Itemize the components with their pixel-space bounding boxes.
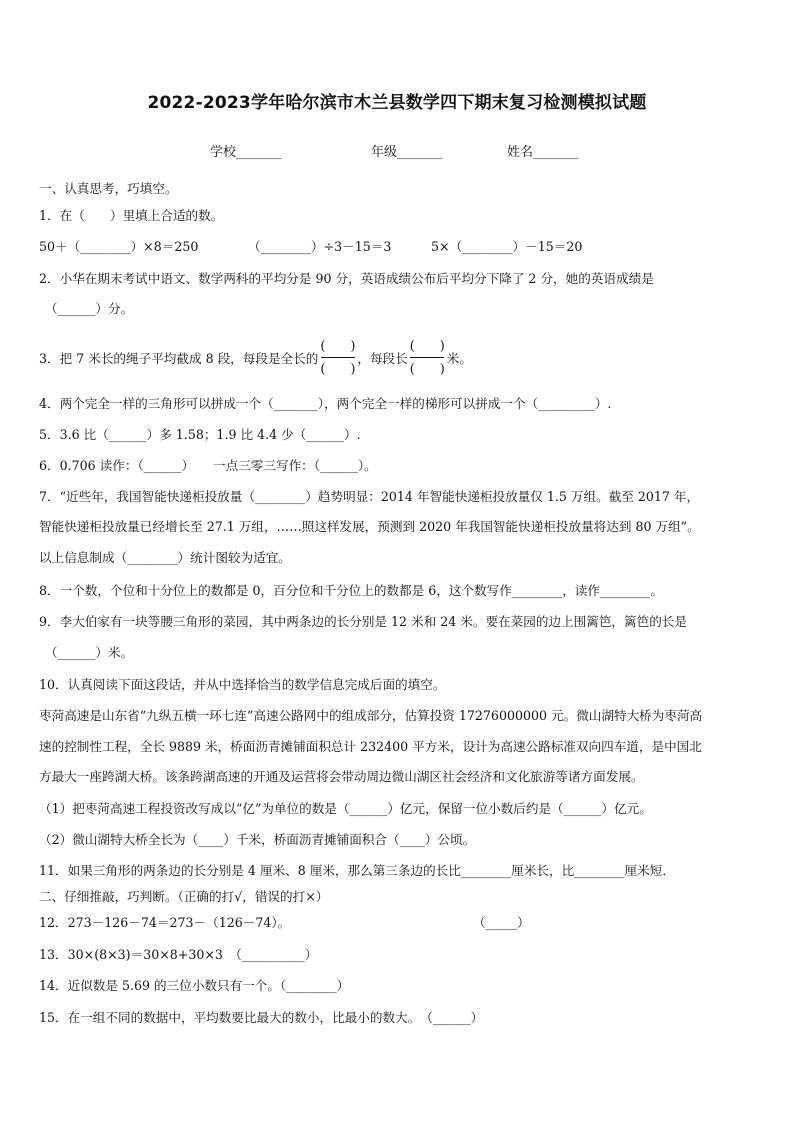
question-3-text-post: 米。 bbox=[446, 350, 472, 366]
question-11: 11．如果三角形的两条边的长分别是 4 厘米、8 厘米，那么第三条边的长比________厘米长，比________厘米短． bbox=[39, 863, 675, 878]
question-10-passage-line3: 方最大一座跨湖大桥。该条跨湖高速的开通及运营将会带动周边微山湖区社会经济和文化旅游等诸方面发展。 bbox=[39, 769, 644, 784]
fraction-blank-1 bbox=[320, 337, 355, 378]
question-9-line2: （______）米。 bbox=[45, 645, 134, 660]
question-10: 10．认真阅读下面这段话，并从中选择恰当的数学信息完成后面的填空。 bbox=[39, 677, 446, 692]
question-4: 4．两个完全一样的三角形可以拼成一个（_______），两个完全一样的梯形可以拼成一个（_________）. bbox=[39, 396, 612, 411]
question-8: 8．一个数，个位和十分位上的数都是 0，百分位和千分位上的数都是 6，这个数写作________，读作________。 bbox=[39, 583, 663, 598]
question-9-line1: 9．李大伯家有一块等腰三角形的菜园，其中两条边的长分别是 12 米和 24 米。要在菜园的边上围篱笆，篱笆的长是 bbox=[39, 614, 687, 629]
question-2-line1: 2．小华在期末考试中语文、数学两科的平均分是 90 分，英语成绩公布后平均分下降了 2 分，她的英语成绩是 bbox=[39, 271, 654, 286]
question-15: 15．在一组不同的数据中，平均数要比最大的数小，比最小的数大。 （______） bbox=[39, 1010, 484, 1025]
fraction-1-denominator: ( ) bbox=[320, 360, 356, 376]
school-field: 学校_______ bbox=[210, 145, 282, 160]
section-2-heading: 二、仔细推敲，巧判断。（正确的打√，错误的打×） bbox=[39, 889, 329, 904]
grade-field: 年级_______ bbox=[371, 145, 443, 160]
question-13: 13．30×(8×3)＝30×8+30×3 （__________） bbox=[39, 947, 318, 962]
question-12: 12．273－126－74＝273－（126－74）。 bbox=[39, 915, 291, 930]
question-7-line3: 以上信息制成（________）统计图较为适宜。 bbox=[39, 550, 291, 565]
question-5: 5．3.6 比（______）多 1.58；1.9 比 4.4 少（______）. bbox=[39, 427, 361, 442]
fraction-2-numerator: ( ) bbox=[409, 337, 445, 353]
question-14: 14．近似数是 5.69 的三位小数只有一个。（________） bbox=[39, 978, 350, 993]
question-6: 6．0.706 读作：（______） 一点三零三写作：（______）。 bbox=[39, 458, 377, 473]
question-7-line1: 7．“近些年，我国智能快递柜投放量（________）趋势明显：2014 年智能快递柜投放量仅 1.5 万组。截至 2017 年， bbox=[39, 489, 700, 504]
question-2-line2: （______）分。 bbox=[45, 301, 134, 316]
question-3-text-mid: ，每段长 bbox=[357, 350, 408, 366]
question-1: 1．在（ ）里填上合适的数。 bbox=[39, 208, 224, 223]
question-1c: 5×（________）－15＝20 bbox=[431, 239, 583, 254]
question-10-passage-line1: 枣菏高速是山东省“九纵五横一环七连”高速公路网中的组成部分，估算投资 17276000000 元。微山湖特大桥为枣菏高 bbox=[39, 708, 703, 723]
question-10-passage-line2: 速的控制性工程，全长 9889 米，桥面沥青摊铺面积总计 232400 平方米，设计为高速公路标准双向四车道，是中国北 bbox=[39, 739, 702, 754]
fraction-1-bar bbox=[321, 357, 355, 358]
fraction-1-numerator: ( ) bbox=[320, 337, 356, 353]
fraction-2-bar bbox=[410, 357, 444, 358]
question-3-text-pre: 3．把 7 米长的绳子平均截成 8 段，每段是全长的 bbox=[39, 350, 319, 366]
fraction-blank-2 bbox=[410, 337, 445, 378]
question-10-sub1: （1）把枣菏高速工程投资改写成以“亿”为单位的数是（______）亿元，保留一位小数后约是（______）亿元。 bbox=[39, 801, 652, 816]
question-10-sub2: （2）微山湖特大桥全长为（____）千米，桥面沥青摊铺面积合（____）公顷。 bbox=[39, 832, 476, 847]
name-field: 姓名_______ bbox=[507, 145, 579, 160]
page-title: 2022-2023学年哈尔滨市木兰县数学四下期末复习检测模拟试题 bbox=[147, 93, 647, 113]
question-1a: 50＋（________）×8＝250 bbox=[39, 239, 199, 254]
question-3 bbox=[39, 335, 472, 379]
question-7-line2: 智能快递柜投放量已经增长至 27.1 万组，……照这样发展，预测到 2020 年我国智能快递柜投放量将达到 80 万组”。 bbox=[39, 519, 700, 534]
fraction-2-denominator: ( ) bbox=[409, 360, 445, 376]
question-1b: （________）÷3－15＝3 bbox=[248, 239, 392, 254]
question-12-answer-blank: （_____） bbox=[473, 915, 530, 930]
section-1-heading: 一、认真思考，巧填空。 bbox=[39, 181, 178, 196]
